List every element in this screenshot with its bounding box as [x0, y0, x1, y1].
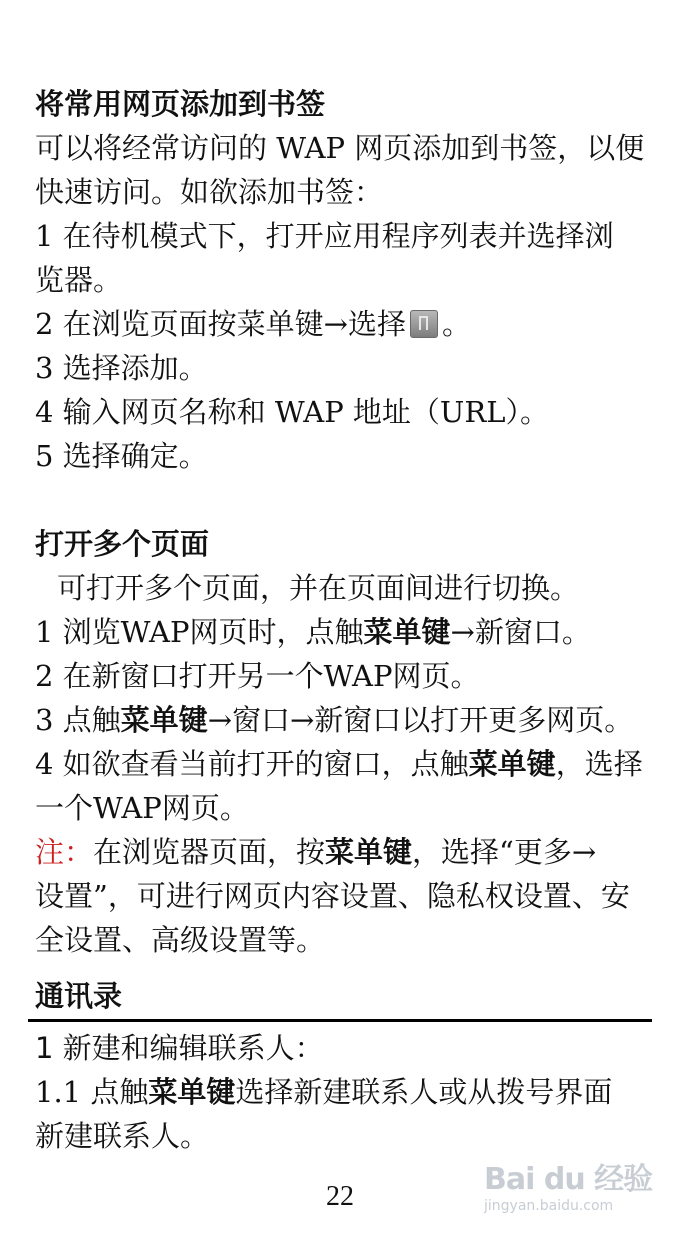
- step-5: 5 选择确定。: [35, 439, 208, 473]
- bookmark-icon: [410, 310, 438, 338]
- item-2: 2 在新窗口打开另一个WAP网页。: [35, 659, 480, 693]
- note-line-1: 注：在浏览器页面，按菜单键，选择“更多→: [35, 835, 597, 869]
- item-3: 3 点触菜单键→窗口→新窗口以打开更多网页。: [35, 703, 634, 737]
- intro-line: 可打开多个页面，并在页面间进行切换。: [57, 571, 580, 605]
- section-divider: [28, 1019, 652, 1022]
- item-1: 1 浏览WAP网页时，点触菜单键→新窗口。: [35, 615, 591, 649]
- watermark-brand: Bai du 经验: [484, 1162, 653, 1197]
- contacts-line-1: 1.1 点触菜单键选择新建联系人或从拨号界面: [35, 1075, 613, 1109]
- item-4-line-2: 一个WAP网页。: [35, 791, 249, 825]
- paragraph-line: 可以将经常访问的 WAP 网页添加到书签，以便: [35, 131, 645, 165]
- subsection-title: 1 新建和编辑联系人：: [35, 1031, 324, 1065]
- section-title-multiple-pages: 打开多个页面: [35, 527, 210, 561]
- step-3: 3 选择添加。: [35, 351, 208, 385]
- step-1-line-2: 览器。: [35, 263, 123, 297]
- note-line-3: 全设置、高级设置等。: [35, 923, 326, 957]
- item-4-line-1: 4 如欲查看当前打开的窗口，点触菜单键，选择: [35, 747, 643, 781]
- note-label: 注：: [35, 835, 94, 869]
- paragraph-line: 快速访问。如欲添加书签：: [35, 175, 384, 209]
- step-1-line-1: 1 在待机模式下，打开应用程序列表并选择浏: [35, 219, 614, 253]
- section-title-bookmarks: 将常用网页添加到书签: [35, 87, 326, 121]
- page-number: 22: [326, 1181, 354, 1212]
- note-line-2: 设置”，可进行网页内容设置、隐私权设置、安: [35, 879, 630, 913]
- contacts-line-2: 新建联系人。: [35, 1119, 210, 1153]
- step-4: 4 输入网页名称和 WAP 地址（URL）。: [35, 395, 549, 429]
- watermark-url: jingyan.baidu.com: [484, 1198, 614, 1214]
- step-2: 2 在浏览页面按菜单键→选择 。: [35, 307, 471, 341]
- baidu-watermark: [478, 1150, 668, 1226]
- section-title-contacts: 通讯录: [35, 979, 123, 1013]
